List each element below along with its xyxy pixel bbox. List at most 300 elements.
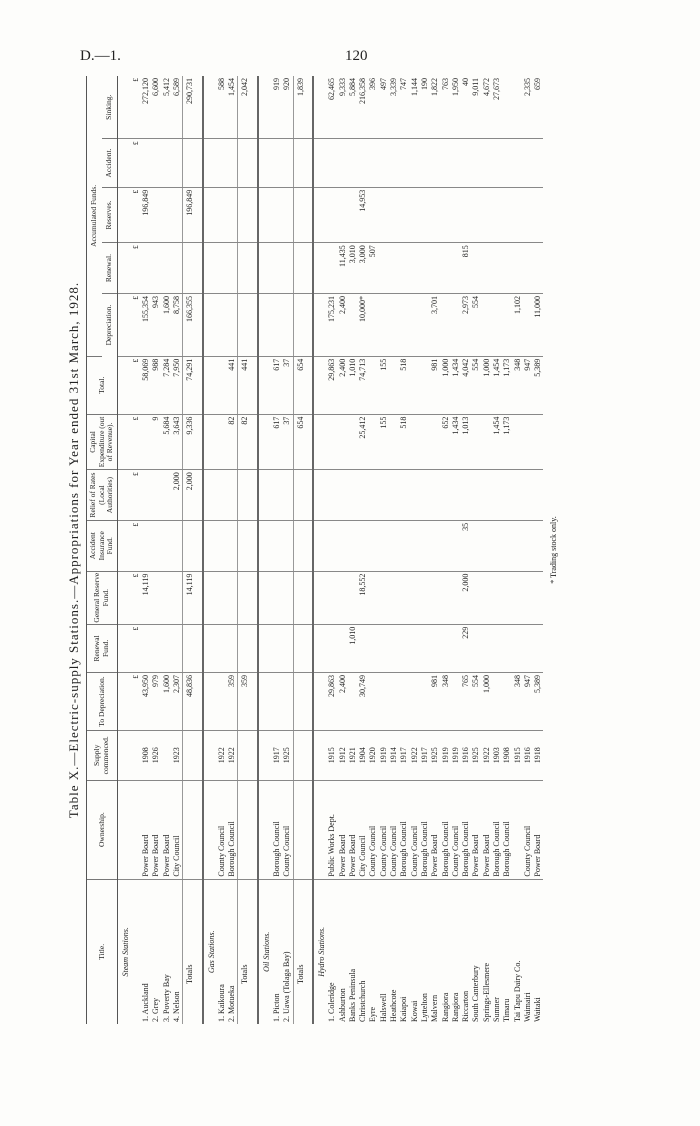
table-cell [162, 571, 172, 624]
table-cell [399, 520, 409, 571]
table-cell [399, 139, 409, 187]
table-cell: 3. Poverty Bay [161, 974, 171, 1022]
table-cell: 6,600 [151, 76, 161, 139]
table-cell [492, 293, 502, 356]
table-cell [172, 624, 183, 672]
table-cell [272, 187, 282, 243]
table-row [441, 76, 451, 1024]
table-cell [389, 624, 399, 672]
table-title: Table X.—Electric-supply Stations.—Appropriations for Year ended 31st March, 1928. [66, 281, 81, 819]
table-cell [348, 139, 358, 187]
table-cell: 497 [379, 76, 389, 139]
table-cell: Public Works Dept. [327, 780, 337, 879]
table-cell: 5,412 [162, 76, 172, 139]
table-cell [420, 356, 430, 414]
table-cell: 554 [471, 293, 481, 356]
table-cell [258, 571, 272, 624]
table-cell [258, 673, 272, 731]
table-cell: £ [131, 624, 141, 672]
table-cell: 4,042 [461, 356, 471, 414]
table-cell: Power Board [482, 780, 492, 879]
table-cell [258, 293, 272, 356]
table-cell [131, 780, 141, 879]
table-cell: 82 [227, 414, 238, 470]
table-cell [327, 243, 337, 294]
table-cell [471, 187, 481, 243]
table-cell: 920 [282, 76, 293, 139]
table-cell [368, 571, 378, 624]
table-cell [258, 356, 272, 414]
table-cell [131, 730, 141, 780]
table-cell [162, 730, 172, 780]
col-renewal-fund: Renewal Fund. [87, 624, 118, 672]
table-cell [368, 187, 378, 243]
table-row [451, 76, 461, 1024]
table-cell [379, 139, 389, 187]
table-cell [368, 520, 378, 571]
table-cell: 272,120 [141, 76, 151, 139]
table-row [227, 76, 238, 1024]
table-cell [368, 470, 378, 521]
table-cell [313, 470, 327, 521]
table-cell: 359 [227, 673, 238, 731]
group-heading-row [203, 76, 217, 1024]
table-cell [410, 624, 420, 672]
group-heading: Steam Stations. [120, 927, 130, 977]
table-cell: Tai Tapu Dairy Co. [512, 960, 522, 1022]
table-cell: 4,672 [482, 76, 492, 139]
table-cell [151, 571, 161, 624]
table-row [410, 76, 420, 1024]
table-cell: Riccarton [461, 990, 471, 1022]
table-cell: 196,849 [141, 187, 151, 243]
table-cell: 196,849 [183, 187, 198, 243]
table-cell [238, 187, 253, 243]
table-cell [430, 624, 440, 672]
table-cell [162, 139, 172, 187]
table-cell: 1925 [282, 730, 293, 780]
table-cell: 348 [513, 673, 523, 731]
table-cell [410, 356, 420, 414]
table-cell [420, 624, 430, 672]
table-cell: 1. Coleridge [327, 982, 337, 1022]
table-cell [348, 520, 358, 571]
table-cell: 3,000 [358, 243, 368, 294]
table-cell [389, 571, 399, 624]
table-cell [389, 243, 399, 294]
table-cell [258, 730, 272, 780]
table-cell [117, 470, 131, 521]
table-cell [502, 571, 512, 624]
table-cell: 190 [420, 76, 430, 139]
totals-row [238, 76, 253, 1024]
table-cell [410, 520, 420, 571]
table-cell [513, 76, 523, 139]
table-cell [379, 293, 389, 356]
table-cell: County Council [217, 780, 227, 879]
table-cell: 5,389 [533, 673, 543, 731]
table-cell [313, 293, 327, 356]
table-cell: 1,454 [492, 414, 502, 470]
table-cell: 3,643 [172, 414, 183, 470]
table-cell [338, 624, 348, 672]
table-cell: County Council [379, 780, 389, 879]
table-cell [282, 187, 293, 243]
table-cell [441, 243, 451, 294]
table-cell: £ [131, 571, 141, 624]
table-row [272, 76, 282, 1024]
table-cell [203, 76, 217, 139]
table-cell [492, 673, 502, 731]
table-cell [348, 414, 358, 470]
table-cell: County Council [523, 780, 533, 879]
table-cell [389, 139, 399, 187]
table-cell: £ [131, 243, 141, 294]
group-heading: Hydro Stations. [316, 926, 326, 977]
table-cell: Totals [293, 879, 308, 1024]
col-to-depreciation: To Depreciation. [87, 673, 118, 731]
table-cell: 1923 [172, 730, 183, 780]
table-cell: 654 [293, 356, 308, 414]
table-cell [338, 414, 348, 470]
table-cell: £ [131, 293, 141, 356]
table-cell [131, 879, 141, 1024]
table-cell [533, 139, 543, 187]
table-cell [410, 293, 420, 356]
table-cell [502, 673, 512, 731]
table-cell [451, 293, 461, 356]
table-cell: 11,435 [338, 243, 348, 294]
table-cell [293, 293, 308, 356]
table-cell [327, 520, 337, 571]
table-cell [313, 730, 327, 780]
table-cell [151, 139, 161, 187]
table-cell [379, 243, 389, 294]
table-cell [203, 571, 217, 624]
table-cell: 988 [151, 356, 161, 414]
table-row [379, 76, 389, 1024]
table-cell: 2. Motueka [227, 985, 237, 1022]
table-cell: 1,600 [162, 673, 172, 731]
table-cell [313, 356, 327, 414]
table-row [502, 76, 512, 1024]
table-cell [172, 571, 183, 624]
table-cell: 1,010 [348, 624, 358, 672]
table-cell: Borough Council [399, 780, 409, 879]
table-cell [420, 673, 430, 731]
table-cell: 2,000 [461, 571, 471, 624]
table-cell: 2,042 [238, 76, 253, 139]
table-cell: 947 [523, 673, 533, 731]
table-cell [513, 470, 523, 521]
table-cell: 1915 [513, 730, 523, 780]
table-cell: 348 [513, 356, 523, 414]
col-depreciation: Depreciation. [102, 293, 117, 356]
table-cell [162, 187, 172, 243]
table-row [492, 76, 502, 1024]
table-cell: £ [131, 187, 141, 243]
table-cell [203, 520, 217, 571]
table-cell [313, 673, 327, 731]
table-cell: 10,000* [358, 293, 368, 356]
table-cell: 14,119 [141, 571, 151, 624]
table-cell [117, 187, 131, 243]
table-cell [502, 243, 512, 294]
table-cell [410, 187, 420, 243]
table-cell: Timaru [502, 998, 512, 1022]
table-cell [141, 470, 151, 521]
table-cell [258, 187, 272, 243]
table-row [420, 76, 430, 1024]
table-cell: 1922 [217, 730, 227, 780]
table-cell: 652 [441, 414, 451, 470]
table-cell: £ [131, 139, 141, 187]
table-cell: 290,731 [183, 76, 198, 139]
table-cell [117, 356, 131, 414]
table-cell [313, 520, 327, 571]
table-cell: 3,010 [348, 243, 358, 294]
table-cell [217, 470, 227, 521]
table-cell [430, 414, 440, 470]
table-row [533, 76, 543, 1024]
table-cell [441, 187, 451, 243]
table-cell [471, 414, 481, 470]
table-cell [513, 624, 523, 672]
table-cell: 763 [441, 76, 451, 139]
table-cell: 43,950 [141, 673, 151, 731]
table-cell [482, 243, 492, 294]
table-cell [117, 571, 131, 624]
table-cell [238, 624, 253, 672]
table-cell: 1918 [533, 730, 543, 780]
col-general-reserve: General Reserve Fund. [87, 571, 118, 624]
table-cell [471, 470, 481, 521]
table-cell [451, 624, 461, 672]
table-cell [410, 243, 420, 294]
group-heading: Gas Stations. [206, 930, 216, 974]
table-cell [368, 414, 378, 470]
table-cell: 747 [399, 76, 409, 139]
table-cell [523, 187, 533, 243]
col-ownership: Ownership. [87, 780, 118, 879]
table-cell [282, 571, 293, 624]
table-cell [399, 243, 409, 294]
table-cell: 175,231 [327, 293, 337, 356]
table-cell [117, 76, 131, 139]
table-cell [523, 293, 533, 356]
table-cell: Eyre [368, 1006, 378, 1022]
table-cell [399, 187, 409, 243]
table-cell [513, 780, 523, 879]
table-cell [430, 187, 440, 243]
table-cell: 1,000 [482, 673, 492, 731]
table-cell: City Council [358, 780, 368, 879]
table-cell: 40 [461, 76, 471, 139]
table-cell: 554 [471, 673, 481, 731]
table-cell [293, 187, 308, 243]
table-row [338, 76, 348, 1024]
table-cell [492, 243, 502, 294]
table-cell: 1,173 [502, 356, 512, 414]
table-cell [117, 293, 131, 356]
table-row [482, 76, 492, 1024]
table-cell [238, 139, 253, 187]
table-cell [141, 139, 151, 187]
table-cell [162, 520, 172, 571]
table-cell: 14,953 [358, 187, 368, 243]
table-cell: 6,589 [172, 76, 183, 139]
table-cell: South Canterbury [471, 965, 481, 1022]
table-cell [272, 624, 282, 672]
table-cell [513, 571, 523, 624]
table-cell: 29,863 [327, 673, 337, 731]
table-cell: 919 [272, 76, 282, 139]
table-cell [379, 470, 389, 521]
table-cell: 166,355 [183, 293, 198, 356]
table-cell [272, 470, 282, 521]
table-cell [358, 624, 368, 672]
table-cell: 1,434 [451, 414, 461, 470]
table-cell: 155 [379, 414, 389, 470]
table-cell [313, 76, 327, 139]
table-cell [258, 76, 272, 139]
table-cell [523, 139, 533, 187]
table-cell: Totals [183, 879, 198, 1024]
table-cell: 1. Picton [272, 993, 282, 1022]
table-cell: 1,839 [293, 76, 308, 139]
table-cell [272, 293, 282, 356]
table-cell [203, 470, 217, 521]
table-cell: 1,600 [162, 293, 172, 356]
table-row [368, 76, 378, 1024]
table-cell [368, 356, 378, 414]
table-row [162, 76, 172, 1024]
table-cell [162, 243, 172, 294]
table-cell [203, 356, 217, 414]
table-cell [482, 139, 492, 187]
table-cell [502, 139, 512, 187]
table-cell [258, 624, 272, 672]
table-cell: 1,013 [461, 414, 471, 470]
table-cell [203, 673, 217, 731]
table-cell [183, 780, 198, 879]
table-cell [282, 520, 293, 571]
table-cell: 62,465 [327, 76, 337, 139]
table-cell [217, 520, 227, 571]
table-cell [502, 470, 512, 521]
table-cell [203, 624, 217, 672]
table-cell [399, 293, 409, 356]
table-cell [217, 187, 227, 243]
table-cell: 1. Auckland [141, 983, 151, 1022]
table-cell: 947 [523, 356, 533, 414]
table-cell [203, 187, 217, 243]
table-cell: 1914 [389, 730, 399, 780]
table-cell [399, 571, 409, 624]
table-cell [172, 139, 183, 187]
table-cell [379, 520, 389, 571]
table-cell [430, 470, 440, 521]
table-cell [523, 520, 533, 571]
table-cell: County Council [451, 780, 461, 879]
group-heading-row [117, 76, 131, 1024]
table-cell: 1917 [272, 730, 282, 780]
table-cell [358, 139, 368, 187]
col-accident: Accident. [102, 139, 117, 187]
table-cell [502, 520, 512, 571]
table-cell: County Council [282, 780, 293, 879]
table-cell: 1919 [379, 730, 389, 780]
table-cell [293, 243, 308, 294]
page-number: 120 [345, 48, 368, 64]
table-row [151, 76, 161, 1024]
table-cell [533, 414, 543, 470]
table-cell: Waimairi [522, 992, 532, 1022]
table-cell [238, 470, 253, 521]
table-cell: 14,119 [183, 571, 198, 624]
table-cell [389, 470, 399, 521]
table-cell: 74,713 [358, 356, 368, 414]
table-cell: 654 [293, 414, 308, 470]
table-cell [492, 470, 502, 521]
table-cell [502, 187, 512, 243]
table-cell: 5,389 [533, 356, 543, 414]
table-cell: 1926 [151, 730, 161, 780]
table-cell [482, 470, 492, 521]
table-cell: County Council [368, 780, 378, 879]
col-accident-insurance: Accident Insurance Fund. [87, 520, 118, 571]
table-cell [293, 730, 308, 780]
table-cell: 2,973 [461, 293, 471, 356]
table-cell: 229 [461, 624, 471, 672]
table-cell: Malvern [430, 994, 440, 1022]
table-cell [141, 414, 151, 470]
table-cell [492, 520, 502, 571]
table-cell: 2,400 [338, 293, 348, 356]
table-cell: Power Board [162, 780, 172, 879]
table-cell: County Council [410, 780, 420, 879]
table-body [117, 76, 543, 1024]
table-cell [338, 470, 348, 521]
table-row [348, 76, 358, 1024]
table-cell [410, 414, 420, 470]
table-cell: Power Board [338, 780, 348, 879]
table-cell [430, 243, 440, 294]
table-cell: 4. Nelson [171, 991, 181, 1022]
table-cell [282, 243, 293, 294]
table-cell: 2. Uawa (Tolaga Bay) [282, 951, 292, 1022]
table-cell [523, 470, 533, 521]
table-cell [327, 187, 337, 243]
table-row [430, 76, 440, 1024]
table-cell: £ [131, 414, 141, 470]
table-cell: Power Board [430, 780, 440, 879]
table-cell: 48,836 [183, 673, 198, 731]
table-cell [389, 520, 399, 571]
table-cell [227, 139, 238, 187]
table-cell [471, 624, 481, 672]
table-cell: 82 [238, 414, 253, 470]
totals-row [183, 76, 198, 1024]
table-cell [217, 139, 227, 187]
table-cell [293, 139, 308, 187]
table-cell: 588 [217, 76, 227, 139]
table-row [282, 76, 293, 1024]
table-cell [399, 470, 409, 521]
table-cell [258, 243, 272, 294]
table-cell [327, 414, 337, 470]
table-cell [313, 139, 327, 187]
